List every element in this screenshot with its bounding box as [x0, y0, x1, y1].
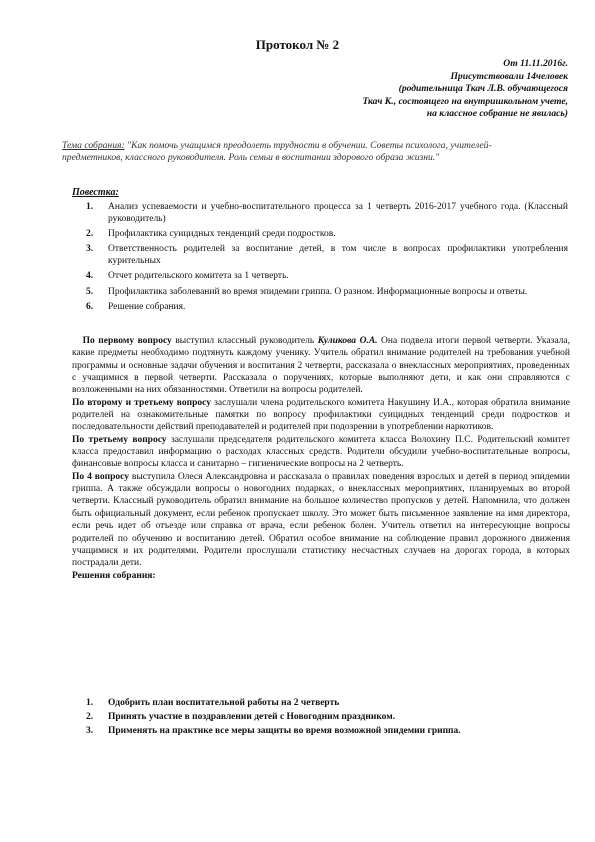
absent-note: на классное собрание не явилась) — [426, 108, 568, 120]
decision-item — [86, 696, 546, 710]
paragraph-question-1 — [72, 335, 570, 397]
agenda-item-text: Профилактика суицидных тенденций среди подростков. — [108, 229, 336, 240]
decision-item — [86, 724, 546, 738]
question-2-3-lead: По второму и третьему вопросу — [72, 397, 211, 408]
parent-note: (родительница Ткач Л.В. обучающегося — [398, 83, 568, 95]
paragraph-question-2-3 — [72, 397, 570, 434]
agenda-item-number: 3. — [86, 244, 94, 255]
agenda-item — [86, 201, 568, 225]
agenda-item — [86, 270, 568, 282]
decision-item-number: 1. — [86, 698, 94, 708]
present-count: Присутствовали 14человек — [450, 70, 568, 82]
agenda-item-text: Решение собрания. — [108, 301, 186, 312]
agenda-item — [86, 301, 568, 313]
paragraph-text: Она подвела итоги первой четверти. Указала, какие предметы необходимо подтянуть каждому ученику. Учитель обратил внимание родителей на требования учебной программы и основные задачи обучения и воспитания 2 четверти, рассказала о внеклассных мероприятиях, проведенных с учащимися в первой четверти. Рассказала о поручениях, которые выполняют дети, и как они справляются с возложенными на них обязанностями. Ответили на вопросы родителей. — [72, 336, 571, 396]
agenda-item-number: 5. — [86, 286, 94, 297]
page-title: Протокол № 2 — [255, 37, 340, 52]
decision-item-text: Одобрить план воспитательной работы на 2 четверть — [108, 698, 340, 708]
agenda-item-text: Профилактика заболеваний во время эпидемии гриппа. О разном. Информационные вопросы и ответы. — [108, 286, 528, 297]
topic-text: "Как помочь учащимся преодолеть трудности в обучении. Советы психолога, учителей-предметников, классного руководителя. Роль семьи в воспитании здорового образа жизни." — [62, 140, 492, 164]
agenda-item-number: 1. — [86, 202, 94, 212]
minutes-body — [72, 335, 570, 582]
decision-item — [86, 710, 546, 724]
agenda-item-text: Анализ успеваемости и учебно-воспитательного процесса за 1 четверть 2016-2017 учебного года. (Классный руководитель) — [108, 202, 568, 225]
agenda-item — [86, 228, 568, 240]
question-4-lead: По 4 вопросу — [72, 471, 129, 482]
decisions-heading: Решения собрания: — [72, 570, 156, 581]
teacher-name: Куликова О.А. — [317, 336, 378, 346]
agenda-item-text: Отчет родительского комитета за 1 четверть. — [108, 271, 289, 282]
agenda-item-number: 2. — [86, 229, 94, 240]
agenda-heading: Повестка: — [72, 187, 119, 198]
paragraph-text: заслушали члена родительского комитета Накушину И.А., которая обратила внимание родителей на ознакомительные памятки по вопросу профилактики суицидных тенденций среди подростков и последовательности действий преподавателей и родителей при подозрении в употреблении наркотиков. — [72, 397, 570, 433]
decision-item-text: Применять на практике все меры защиты во время возможной эпидемии гриппа. — [108, 726, 461, 736]
agenda-list — [86, 201, 568, 316]
agenda-item — [86, 243, 568, 267]
decisions-list — [86, 696, 546, 738]
paragraph-text: заслушали председателя родительского комитета класса Волохину П.С. Родительский комитет класса предоставил информацию о расходах классных средств. Родители обсудили учебно-воспитательные вопросы, финансовые вопросы класса и санитарно – гигиенические вопросы на 2 четверть. — [72, 434, 570, 470]
decision-item-number: 2. — [86, 712, 94, 722]
paragraph-text: выступила Олеся Александровна и рассказала о правилах поведения взрослых и детей в период эпидемии гриппа. А также обсуждали вопросы о новогодних подарках, о внеклассных мероприятиях, планируемых во второй четверти. Классный руководитель обратил внимание на большое количество пропусков у детей. Напомнила, что должен быть официальный документ, если ребенок пропускает школу. Это может быть письменное заявление на имя директора, если речь идет об отъезде или справка от врача, если ребенок болен. Учитель ответил на интересующие вопросы родителей по обучению и воспитанию детей. Обратил особое внимание на соблюдение правил дорожного движения учащимися и их родителями. Родители прослушали статистику несчастных случаев на дорогах города, в которых пострадали дети. — [72, 471, 570, 569]
question-3-lead: По третьему вопросу — [72, 434, 167, 445]
paragraph-question-4 — [72, 471, 570, 570]
agenda-item — [86, 286, 568, 298]
decision-item-text: Принять участие в поздравлении детей с Новогодним праздником. — [108, 712, 396, 722]
student-note: Ткач К., состоящего на внутришкольном учете, — [362, 95, 568, 107]
date: От 11.11.2016г. — [503, 58, 568, 69]
decision-item-number: 3. — [86, 726, 94, 736]
agenda-item-number: 6. — [86, 301, 94, 312]
topic-label: Тема собрания: — [62, 140, 125, 151]
meeting-topic — [62, 140, 502, 165]
paragraph-question-3 — [72, 434, 570, 471]
question-1-lead: По первому вопросу — [82, 336, 172, 346]
header-block — [188, 58, 568, 121]
agenda-item-text: Ответственность родителей за воспитание детей, в том числе в вопросах профилактики употребления курительных — [108, 244, 568, 267]
paragraph-text: выступил классный руководитель — [171, 336, 318, 346]
agenda-item-number: 4. — [86, 271, 94, 282]
